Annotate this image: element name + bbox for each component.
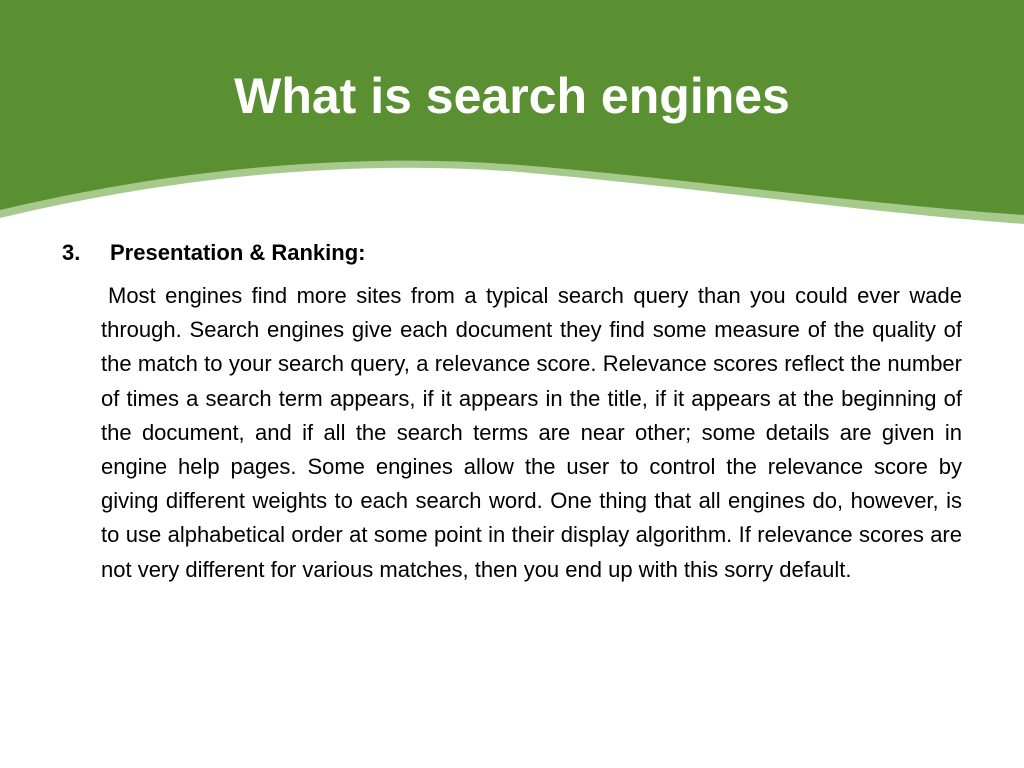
slide-title: What is search engines (234, 68, 790, 124)
numbered-list-item (62, 238, 962, 268)
list-item-heading: Presentation & Ranking: (110, 240, 366, 265)
body-paragraph: Most engines find more sites from a typical search query than you could ever wade through. Search engines give each document they find some measure of the quality of the match to your search query, a relevance score. Relevance scores reflect the number of times a search term appears, if it appears in the title, if it appears at the beginning of the document, and if all the search terms are near other; some details are given in engine help pages. Some engines allow the user to control the relevance score by giving different weights to each search word. One thing that all engines do, however, is to use alphabetical order at some point in their display algorithm. If relevance scores are not very different for various matches, then you end up with this sorry default. (101, 283, 962, 582)
list-item-number: 3. (62, 240, 81, 265)
